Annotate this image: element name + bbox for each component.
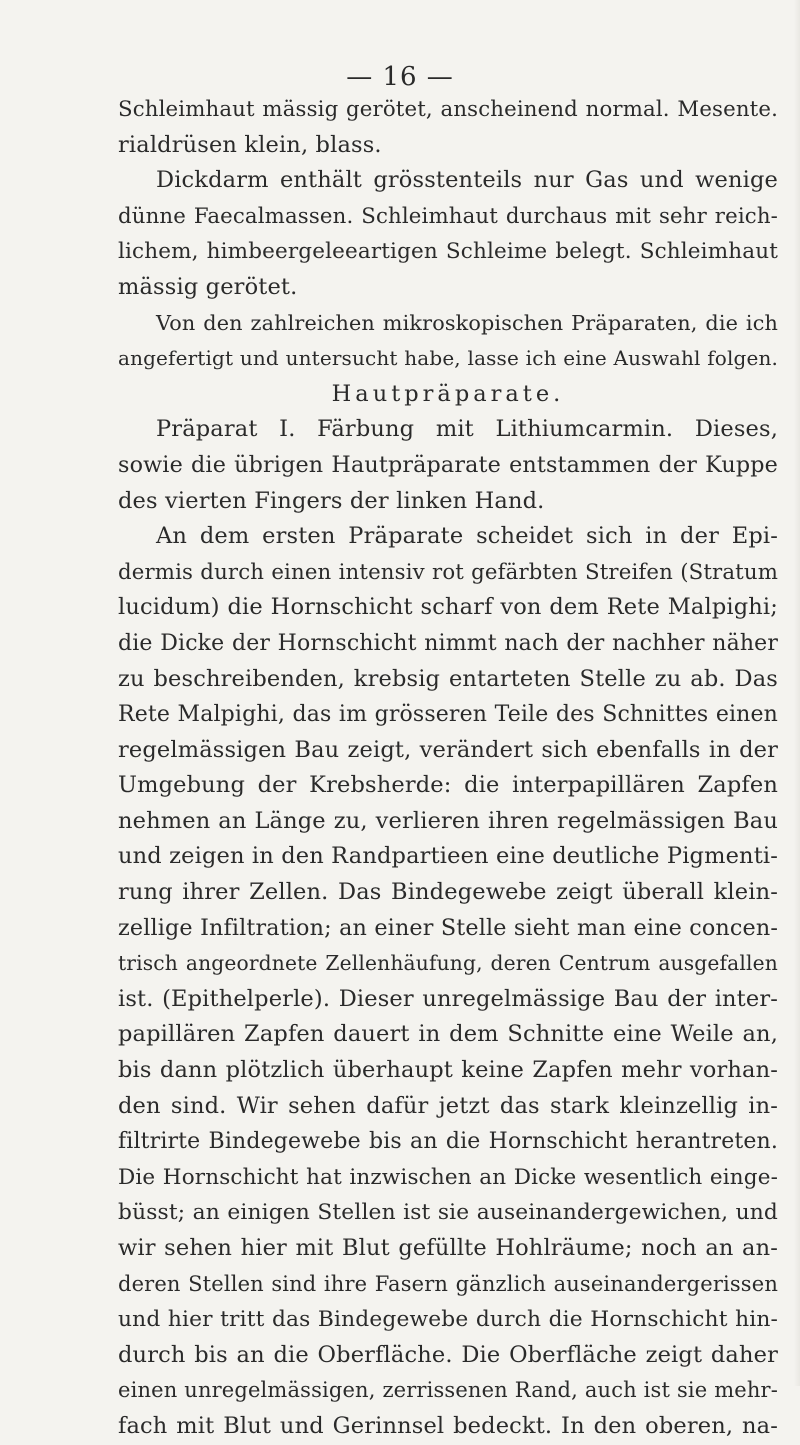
text-line: sowie die übrigen Hautpräparate entstammen der Kuppe xyxy=(118,451,778,478)
text-line: Dickdarm enthält grösstenteils nur Gas und wenige xyxy=(156,167,778,194)
text-line: papillären Zapfen dauert in dem Schnitte eine Weile an, xyxy=(118,1021,778,1048)
text-line: An dem ersten Präparate scheidet sich in der Epi- xyxy=(156,523,778,550)
text-line: Die Hornschicht hat inzwischen an Dicke wesentlich einge- xyxy=(118,1164,778,1190)
text-line: Präparat I. Färbung mit Lithiumcarmin. Dieses, xyxy=(156,416,778,443)
text-line: und zeigen in den Randpartieen eine deutliche Pigmenti- xyxy=(118,843,778,870)
section-heading: Hautpräparate. xyxy=(331,380,565,407)
page-number: — 16 — xyxy=(346,62,454,92)
text-line: Schleimhaut mässig gerötet, anscheinend normal. Mesente. xyxy=(118,97,778,122)
text-line: und hier tritt das Bindegewebe durch die Hornschicht hin- xyxy=(118,1307,778,1333)
text-line: einen unregelmässigen, zerrissenen Rand, auch ist sie mehr- xyxy=(118,1378,778,1403)
text-line: des vierten Fingers der linken Hand. xyxy=(118,487,545,514)
text-line: ist. (Epithelperle). Dieser unregelmässige Bau der inter- xyxy=(118,985,778,1012)
text-line: die Dicke der Hornschicht nimmt nach der nachher näher xyxy=(118,630,778,656)
text-line: lucidum) die Hornschicht scharf von dem Rete Malpighi; xyxy=(118,594,778,621)
text-line: regelmässigen Bau zeigt, verändert sich ebenfalls in der xyxy=(118,736,778,763)
text-line: filtrirte Bindegewebe bis an die Hornschicht herantreten. xyxy=(118,1129,778,1155)
text-line: zellige Infiltration; an einer Stelle sieht man eine concen- xyxy=(118,914,778,941)
text-line: bis dann plötzlich überhaupt keine Zapfen mehr vorhan- xyxy=(118,1057,778,1084)
text-line: fach mit Blut und Gerinnsel bedeckt. In den oberen, na- xyxy=(118,1412,778,1439)
text-line: Von den zahlreichen mikroskopischen Präparaten, die ich xyxy=(156,310,778,335)
text-line: deren Stellen sind ihre Fasern gänzlich auseinandergerissen xyxy=(118,1271,778,1296)
text-line: rialdrüsen klein, blass. xyxy=(118,131,382,158)
text-line: lichem, himbeergeleeartigen Schleime belegt. Schleimhaut xyxy=(118,239,778,265)
text-line: büsst; an einigen Stellen ist sie auseinandergewichen, und xyxy=(118,1200,778,1226)
text-line: Umgebung der Krebsherde: die interpapillären Zapfen xyxy=(118,772,778,799)
text-line: rung ihrer Zellen. Das Bindegewebe zeigt überall klein- xyxy=(118,879,778,906)
page-edge-shadow xyxy=(794,0,800,1386)
text-line: dünne Faecalmassen. Schleimhaut durchaus mit sehr reich- xyxy=(118,203,778,229)
text-line: Rete Malpighi, das im grösseren Teile des Schnittes einen xyxy=(118,702,778,728)
text-line: durch bis an die Oberfläche. Die Oberfläche zeigt daher xyxy=(118,1341,778,1368)
text-line: wir sehen hier mit Blut gefüllte Hohlräume; noch an an- xyxy=(118,1235,778,1261)
text-line: trisch angeordnete Zellenhäufung, deren Centrum ausgefallen xyxy=(118,951,778,976)
body-text xyxy=(118,92,778,1445)
text-line: angefertigt und untersucht habe, lasse ich eine Auswahl folgen. xyxy=(118,346,778,371)
text-line: dermis durch einen intensiv rot gefärbten Streifen (Stratum xyxy=(118,559,778,585)
text-line: mässig gerötet. xyxy=(118,273,298,300)
text-line: den sind. Wir sehen dafür jetzt das stark kleinzellig in- xyxy=(118,1092,778,1119)
text-line: zu beschreibenden, krebsig entarteten Stelle zu ab. Das xyxy=(118,665,778,692)
text-line: nehmen an Länge zu, verlieren ihren regelmässigen Bau xyxy=(118,807,778,834)
